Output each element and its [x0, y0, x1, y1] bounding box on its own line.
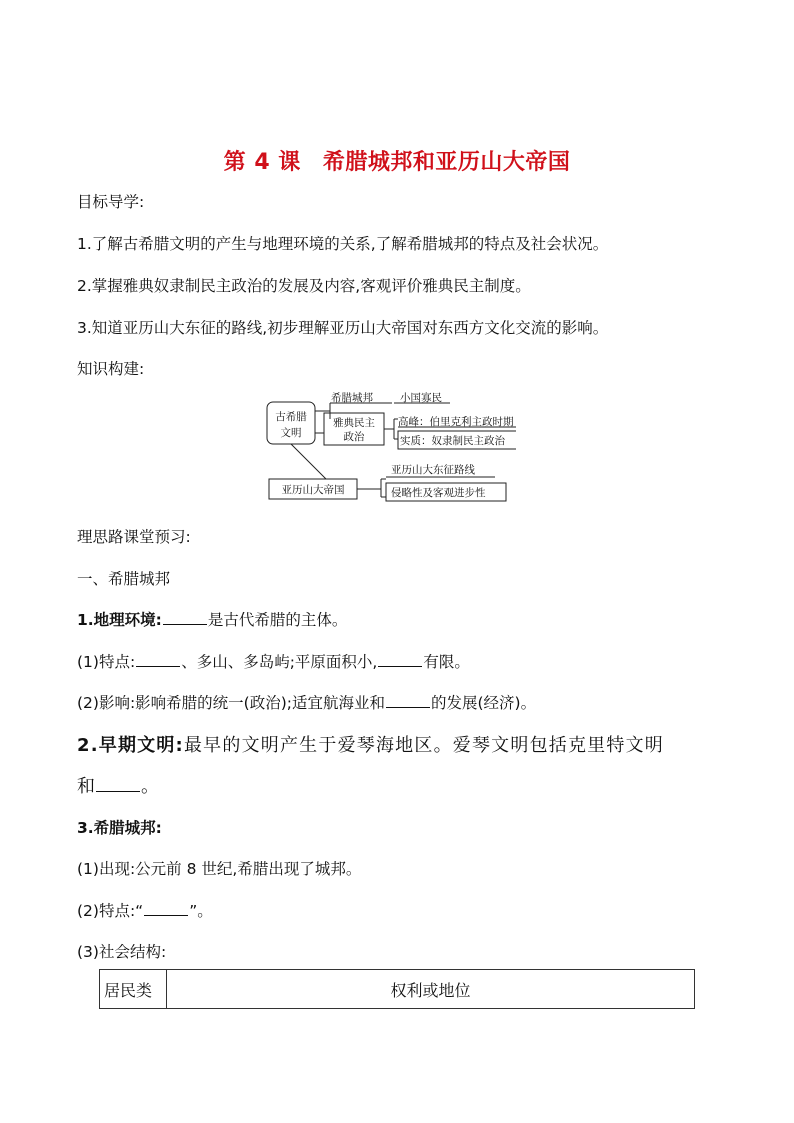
preview-heading: 理思路课堂预习: [77, 528, 191, 546]
diagram-athens-leaf2: 实质：奴隶制民主政治 [400, 435, 505, 447]
objective-1: 1.了解古希腊文明的产生与地理环境的关系,了解希腊城邦的特点及社会状况。 [77, 235, 609, 253]
city-label: 3.希腊城邦: [77, 819, 162, 837]
knowledge-heading: 知识构建: [77, 360, 145, 378]
table-header-resident: 居民类 [100, 970, 167, 1009]
blank [96, 777, 140, 792]
blank [386, 693, 430, 708]
appear-line: (1)出现:公元前 8 世纪,希腊出现了城邦。 [77, 860, 362, 878]
early-line-2 [77, 772, 159, 798]
feature-mid: 、多山、多岛屿;平原面积小, [181, 653, 378, 671]
geo-label: 1.地理环境: [77, 611, 162, 629]
early-line2-pre: 和 [77, 776, 95, 797]
feature-post: 有限。 [423, 653, 470, 671]
character-pre: (2)特点:“ [77, 902, 144, 920]
diagram-branch-city: 希腊城邦 [331, 392, 373, 404]
early-text: 最早的文明产生于爱琴海地区。爱琴文明包括克里特文明 [183, 735, 664, 756]
diagram-branch-empire: 亚历山大帝国 [281, 484, 345, 496]
blank [136, 652, 180, 667]
feature-line [77, 650, 470, 672]
early-label: 2.早期文明: [77, 735, 184, 756]
early-line [77, 731, 664, 757]
social-structure-table [99, 969, 695, 1009]
objectives-heading: 目标导学: [77, 193, 145, 211]
diagram-branch-athens-line2: 政治 [343, 431, 365, 443]
objective-2: 2.掌握雅典奴隶制民主政治的发展及内容,客观评价雅典民主制度。 [77, 277, 531, 295]
character-line [77, 899, 213, 921]
table-header-rights: 权利或地位 [167, 970, 695, 1009]
diagram-empire-leaf2: 侵略性及客观进步性 [391, 487, 486, 499]
blank [144, 901, 188, 916]
blank [378, 652, 422, 667]
influence-post: 的发展(经济)。 [431, 694, 537, 712]
diagram-city-leaf: 小国寡民 [400, 392, 442, 404]
section-heading: 一、希腊城邦 [77, 570, 171, 588]
early-line2-post: 。 [141, 776, 159, 797]
influence-pre: (2)影响:影响希腊的统一(政治);适宜航海业和 [77, 694, 385, 712]
diagram-athens-leaf1: 高峰：伯里克利主政时期 [398, 416, 514, 428]
lesson-name: 希腊城邦和亚历山大帝国 [322, 150, 571, 175]
diagram-root-line1: 古希腊 [275, 411, 307, 423]
diagram-empire-leaf1: 亚历山大东征路线 [391, 464, 475, 476]
influence-line [77, 691, 536, 713]
lesson-number: 第 4 课 [223, 150, 301, 175]
character-post: ”。 [189, 902, 213, 920]
page-title [0, 145, 794, 176]
objective-3: 3.知道亚历山大东征的路线,初步理解亚历山大帝国对东西方文化交流的影响。 [77, 319, 609, 337]
geo-text: 是古代希腊的主体。 [207, 611, 348, 629]
knowledge-diagram [266, 389, 516, 504]
feature-pre: (1)特点: [77, 653, 136, 671]
diagram-root-line2: 文明 [280, 427, 302, 439]
geo-line [77, 608, 347, 630]
table-row [100, 970, 695, 1009]
social-structure-heading: (3)社会结构: [77, 943, 167, 961]
blank [163, 610, 207, 625]
diagram-branch-athens-line1: 雅典民主 [333, 417, 375, 429]
